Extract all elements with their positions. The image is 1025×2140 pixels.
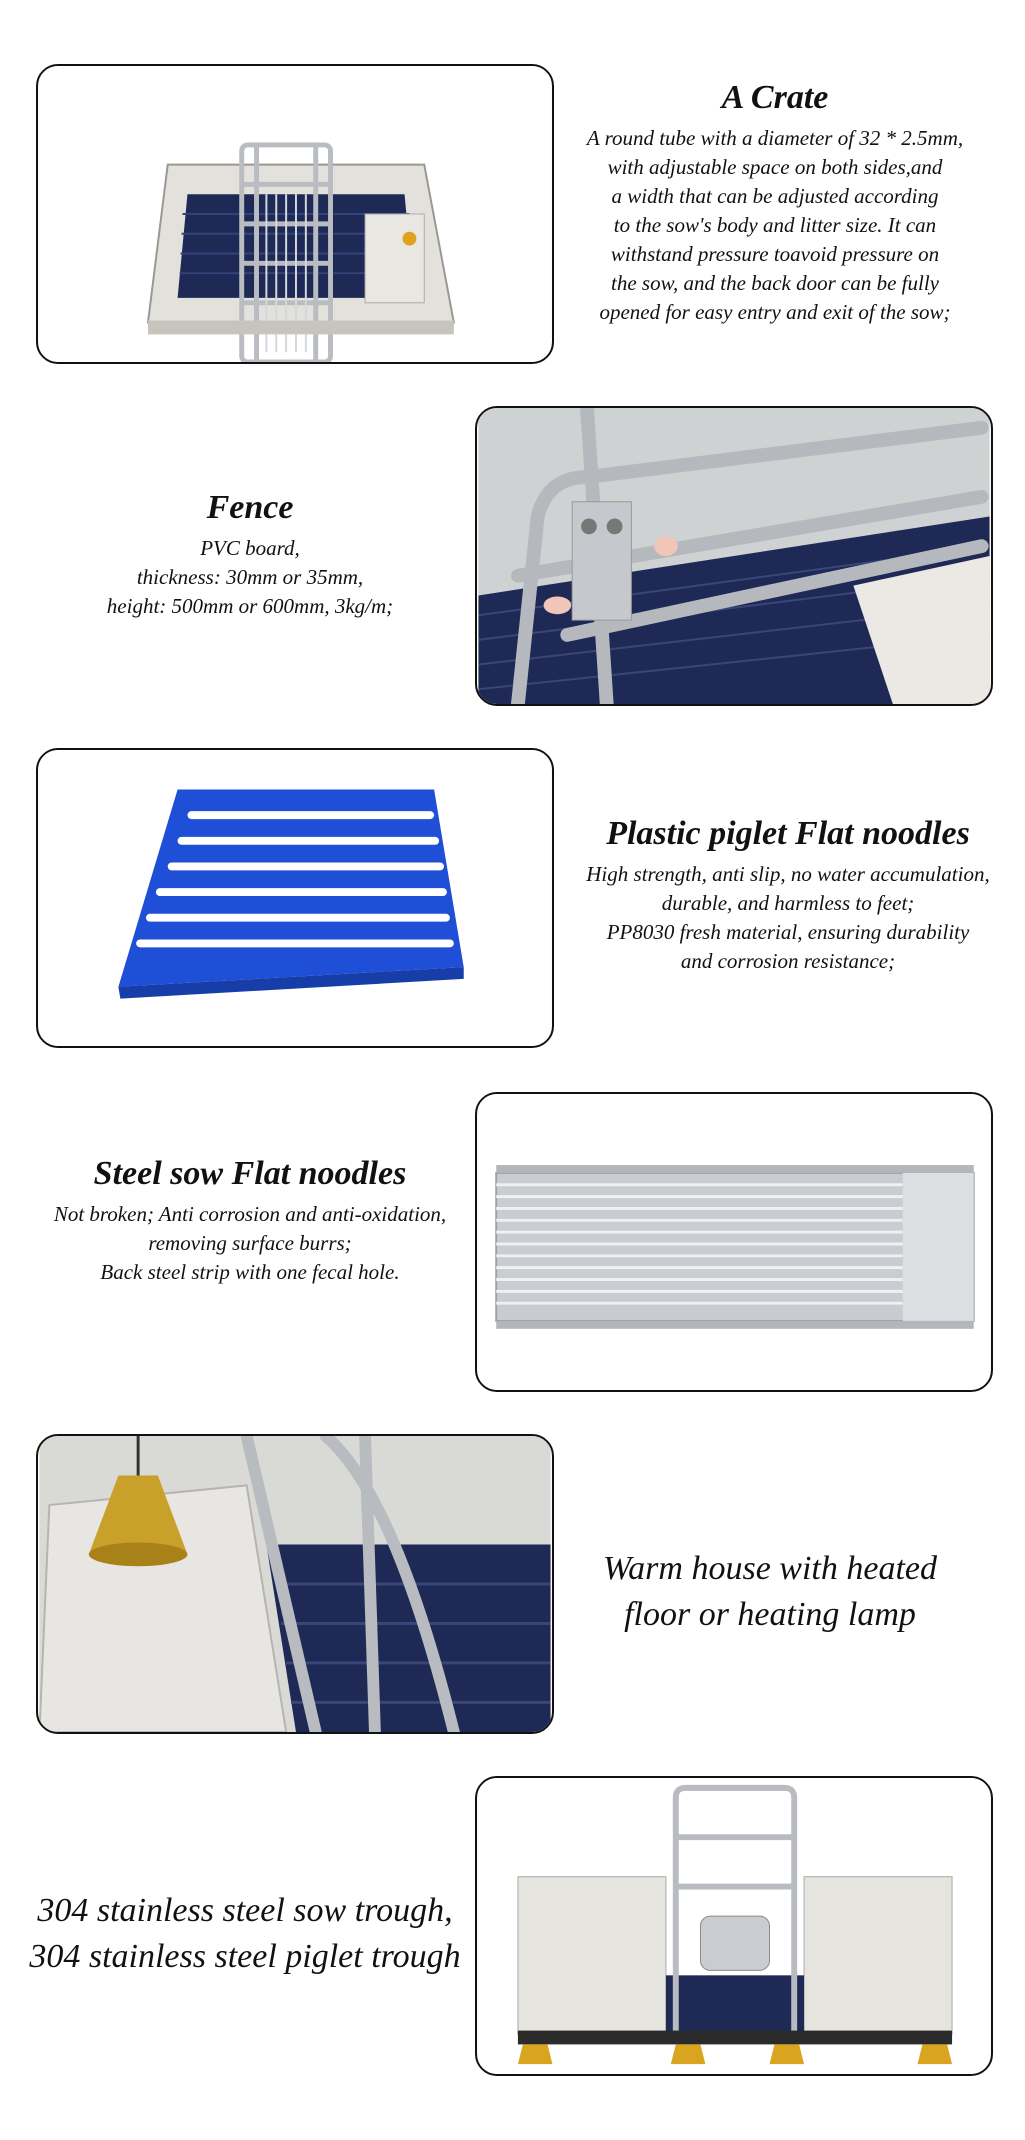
fence-photo <box>475 406 993 706</box>
fence-illustration <box>477 408 991 704</box>
heat-lamp-illustration <box>38 1436 552 1732</box>
section-trough-text <box>10 1888 480 1980</box>
section-line: PP8030 fresh material, ensuring durability <box>606 920 970 944</box>
section-line: the sow, and the back door can be fully <box>611 271 939 295</box>
crate-photo <box>36 64 554 364</box>
section-line: withstand pressure toavoid pressure on <box>610 242 940 266</box>
steel-slat-illustration <box>477 1094 991 1390</box>
section-warm-text <box>560 1546 980 1638</box>
section-line: High strength, anti slip, no water accumulation, <box>586 862 990 886</box>
steel-slat-photo <box>475 1092 993 1392</box>
heat-lamp-photo <box>36 1434 554 1734</box>
section-line: to the sow's body and litter size. It can <box>613 213 937 237</box>
section-plastic-text <box>558 814 1018 976</box>
section-line: floor or heating lamp <box>624 1596 916 1633</box>
section-fence-text <box>40 488 460 621</box>
section-line: a width that can be adjusted according <box>611 184 939 208</box>
section-title: Steel sow Flat noodles <box>93 1155 407 1192</box>
section-line: with adjustable space on both sides,and <box>607 155 943 179</box>
section-title: A Crate <box>721 79 829 116</box>
section-line: durable, and harmless to feet; <box>661 891 915 915</box>
section-crate-text <box>560 78 990 327</box>
section-title: Plastic piglet Flat noodles <box>606 815 970 852</box>
section-line: A round tube with a diameter of 32 * 2.5mm, <box>586 126 964 150</box>
section-line: Warm house with heated <box>602 1550 937 1587</box>
section-line: PVC board, <box>200 536 300 560</box>
section-line: 304 stainless steel sow trough, <box>37 1892 453 1929</box>
section-line: removing surface burrs; <box>148 1231 352 1255</box>
section-steel-text <box>20 1154 480 1287</box>
crate-illustration <box>38 66 552 362</box>
section-line: thickness: 30mm or 35mm, <box>136 565 364 589</box>
section-title: Fence <box>206 489 294 526</box>
section-line: opened for easy entry and exit of the sow; <box>599 300 951 324</box>
plastic-slat-illustration <box>38 750 552 1046</box>
trough-illustration <box>477 1778 991 2074</box>
section-line: height: 500mm or 600mm, 3kg/m; <box>106 594 394 618</box>
section-line: 304 stainless steel piglet trough <box>29 1938 461 1975</box>
plastic-slat-photo <box>36 748 554 1048</box>
section-line: and corrosion resistance; <box>680 949 896 973</box>
section-line: Not broken; Anti corrosion and anti-oxidation, <box>53 1202 447 1226</box>
section-line: Back steel strip with one fecal hole. <box>100 1260 400 1284</box>
trough-photo <box>475 1776 993 2076</box>
